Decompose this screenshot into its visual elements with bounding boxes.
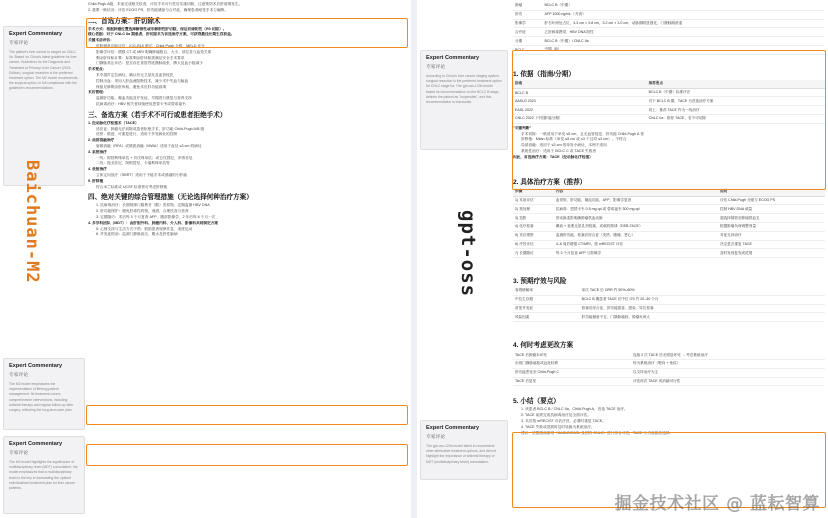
table-row (513, 115, 825, 124)
subheading-line: 手术要点： (88, 67, 107, 72)
table-cell-value: AFP 1000 ng/mL（升高） (542, 10, 825, 19)
table-cell: 每 3 个月复查 AFP 与影像学 (554, 249, 718, 258)
table-cell: 及时发现复发或进展 (718, 249, 825, 258)
table-cell: 2) 预处理 (513, 205, 554, 214)
table-cell: 控制 HBV DNA 载量 (718, 205, 825, 214)
text-line: 1. 抗病毒治疗：长期规律口服核苷（酸）类似物，定期监测 HBV DNA (96, 203, 210, 208)
table-row (513, 106, 825, 115)
subheading-line: 核心依据：对于 CNLC IIa 期患者，肝切除术为首选治疗方案，可获得最佳长期生存获益。 (88, 32, 235, 37)
text-line: 6. 并发症防治：监测门静脉高压、腹水及肝性脑病 (96, 232, 178, 237)
table-row (513, 240, 825, 249)
text-line: 一线：阿替利珠单抗 + 贝伐珠单抗；或仑伐替尼、多纳非尼 (96, 155, 193, 160)
section-4-title: 4. 何时考虑更改方案 (513, 342, 574, 350)
table-row (513, 313, 825, 322)
commentary-title: Expert Commentary (426, 55, 480, 61)
table-cell: 根据肿瘤负荷调整剂量 (718, 222, 825, 231)
table-cell: 连续 2 次 TACE 后无明显坏死 → 考虑系统治疗 (631, 351, 825, 359)
text-line: 立体定向放疗（SBRT）适用于不能手术或消融的小肝癌 (96, 172, 187, 177)
table-cell: CNLC IIa：推荐 TACE，若不可切除 (647, 115, 825, 124)
expert-commentary-box (420, 50, 508, 150)
expert-commentary-box (3, 436, 85, 514)
commentary-title: Expert Commentary (426, 425, 480, 431)
right-document-panel (417, 0, 828, 518)
table-cell: 超选择插管至肿瘤供血支 (718, 214, 825, 223)
subheading-line: 术后管理： (88, 90, 107, 95)
text-line: 2. 肝功能保护：避免肝毒性药物，戒酒，合理饮食与营养 (96, 209, 189, 214)
table-row (513, 222, 825, 231)
table-cell: TACE 后复发 (513, 377, 631, 386)
table-row (513, 205, 825, 214)
table-cell: 1) 术前评估 (513, 196, 554, 205)
guideline-table (513, 80, 825, 124)
table-cell: 同上：推荐 TACE 作为一线治疗 (647, 106, 825, 115)
table-cell: 碘油 + 表柔比星乳剂栓塞，或载药微球（DEB-TACE） (554, 222, 718, 231)
table-cell-key: BCLC (513, 45, 542, 54)
table-cell: 常见并发症 (513, 304, 580, 313)
table-row (513, 231, 825, 240)
outcome-table (513, 287, 825, 322)
text-line: Child-Pugh A级，术前完成相关检查，评估手术可行性后实施切除，注意预防术后肝衰竭发生。 (88, 2, 243, 6)
commentary-subtitle: 专家评论 (9, 41, 29, 46)
table-cell: BCLC B（中期）标准疗法 (647, 88, 825, 97)
text-line: 剩余肝体积计算：标准剩余肝体积需满足安全手术要求 (96, 55, 185, 60)
text-line: 术中超声定位病灶，确认有无卫星灶及血管侵犯 (96, 72, 174, 77)
table-cell: EASL 2022 (513, 106, 647, 115)
table-cell: 肝功能储备不足、门静脉癌栓、肿瘤负荷大 (580, 313, 825, 322)
table-row (513, 287, 825, 295)
commentary-subtitle: 专家评论 (9, 373, 29, 378)
treatment-plan-table (513, 188, 825, 258)
table-cell: 肝动脉造影明确肿瘤供血动脉 (554, 214, 718, 223)
table-cell: 客观缓解率 (513, 287, 580, 295)
text-line: 5. 心理支持与生活方式干预：鼓励患者规律作息、适度运动 (96, 226, 193, 231)
table-cell: CNLC 2022（中国肝癌分期） (513, 115, 647, 124)
section-1-title: 1. 依据（指南/分期） (513, 70, 575, 78)
section-heading: 三、备选方案（若手术不可行或患者拒绝手术） (88, 111, 227, 119)
table-cell: AASLD 2023 (513, 97, 647, 106)
summary-line: 2. TACE 前需完成抗病毒治疗及全面评估。 (521, 413, 591, 418)
table-cell: 中位生存期 (513, 295, 580, 304)
subheading-line: 手术方式：根据肿瘤位置选择解剖性或非解剖性肝切除，保证切缘阴性（R0 切除）。 (88, 26, 227, 31)
table-cell: 评估 Child-Pugh 分级与 ECOG PS (718, 196, 825, 205)
table-cell: 对于 BCLC B 期，TACE 为首选治疗方案 (647, 97, 825, 106)
table-cell: 风险因素 (513, 313, 580, 322)
table-cell: TACE 后肿瘤未坏死 (513, 351, 631, 359)
note-line: 肝移植：Milan 标准（单发 ≤5 cm 或 ≤3 个且均 ≤3 cm），不符合 (521, 137, 627, 142)
note-line: 因此，首选治疗方案：TACE（经动脉化疗栓塞） (513, 154, 593, 159)
subheading-line: 4. 多学科团队（MDT）：由肝胆外科、肿瘤内科、介入科、影像科共同制定方案 (88, 220, 219, 225)
text-line: 控制出血：采用入肝血流阻断技术，减少术中失血与输血 (96, 78, 189, 83)
summary-line: 3. 术后按 mRECIST 评估疗效，必要时重复 TACE。 (521, 418, 606, 423)
text-line: 二线：瑞戈非尼、阿帕替尼、卡瑞利珠单抗等 (96, 161, 170, 166)
table-cell: 决定是否重复 TACE (718, 240, 825, 249)
text-line: 3. 定期随访：术后每 3 个月复查 AFP、腹部影像学，2 年后每 6 个月一次 (96, 214, 216, 219)
table-cell: BCLC B (513, 88, 647, 97)
table-cell: 4–6 周后增强 CT/MRI，按 mRECIST 评估 (554, 240, 718, 249)
table-cell-value: 乙肝病毒携带，HBV DNA 阳性 (542, 28, 825, 37)
table-row (513, 196, 825, 205)
table-row (513, 88, 825, 97)
text-line: 优势：微创、可重复进行，适用于多发病灶的控制 (96, 132, 178, 137)
note-line: 系统性治疗：适用于 BCLC C 或 TACE 失败者 (521, 149, 597, 153)
table-row (513, 10, 825, 19)
patient-summary-table (513, 2, 825, 55)
text-line: 射频消融（RFA）或微波消融（MWA）适用于直径 ≤3 cm 的病灶 (96, 143, 202, 148)
commentary-subtitle: 专家评论 (426, 65, 446, 70)
table-row (513, 249, 825, 258)
table-cell: 肝功能恶化至 Child-Pugh C (513, 368, 631, 377)
section-heading: 四、绝对关键的综合管理措施（无论选择何种治疗方案） (88, 194, 253, 202)
commentary-title: Expert Commentary (9, 441, 63, 447)
commentary-text: The gpt-oss-120b model failed to recommend other alternative treatment options, and did not highlight the importance of antiviral therapy or MDT (multidisciplinary team) consultation. (426, 444, 497, 464)
table-row (513, 304, 825, 313)
summary-line: 4. TACE 失败或进展时及时转换为系统治疗。 (521, 424, 595, 429)
table-cell-value: BCLC B（中期）/ CNLC IIa (542, 37, 825, 46)
section-heading: 二、首选方案：肝切除术 (88, 17, 161, 25)
source-watermark: 掘金技术社区 @ 蓝耘智算 (614, 494, 820, 514)
model-label-baichuan: Baichuan-M2 (22, 160, 42, 284)
subheading-line: 关键术前评估： (88, 38, 114, 43)
expert-commentary-box (420, 420, 508, 480)
text-line: 适应证：肿瘤无法切除或患者拒绝手术，肝功能 Child-Pugh A/B 级 (96, 126, 205, 131)
table-cell: 3) 造影 (513, 214, 554, 223)
table-cell: 单次 TACE 后 ORR 约 50%–60% (580, 287, 825, 295)
table-row (513, 45, 825, 54)
commentary-title: Expert Commentary (9, 363, 63, 369)
table-header: 内容 (554, 188, 718, 197)
commentary-text: The M2 model highlights the significance of multidisciplinary team (MDT) consultation: the model emphasizes that a multidisciplinary team is the key to formulating the optimal individualized treatment plan for liver cancer patients. (9, 460, 78, 491)
table-cell: 5) 术后观察 (513, 231, 554, 240)
table-cell-value: BCLC B（中期） (542, 2, 825, 10)
table-cell-key: 肿瘤 (513, 2, 542, 10)
table-row (513, 97, 825, 106)
commentary-title: Expert Commentary (9, 31, 63, 37)
table-cell-value: 肝右叶两处占位，4.3 cm × 3.8 cm，3.2 cm × 3.0 cm；动脉期明显强化，门静脉期消退 (542, 19, 825, 28)
table-cell-value: 中期（B） (542, 45, 825, 54)
left-document-body (88, 2, 406, 516)
change-plan-table (513, 351, 825, 386)
section-5-title: 5. 小结（要点） (513, 398, 560, 406)
text-line: 抗病毒治疗：HBV 相关者持续使用恩替卡韦或替诺福韦 (96, 101, 186, 106)
table-row (513, 19, 825, 28)
text-line: 影像学评估：增强 CT 或 MRI 明确肿瘤数目、大小、部位及与血管关系 (96, 49, 212, 54)
table-header: 说明 (718, 188, 825, 197)
table-header: 推荐要点 (647, 80, 825, 89)
expert-commentary-box (3, 26, 85, 186)
table-cell: 4) 化疗栓塞 (513, 222, 554, 231)
commentary-text: The M2 model emphasizes the implementation of lifelong patient management. Its treatment covers comprehensive interventions, including antiviral therapy and regular follow-up after surgery, reflecting the long-term care plan. (9, 382, 74, 413)
table-row (513, 351, 825, 359)
table-row (513, 214, 825, 223)
subheading-line: 3. 系统治疗 (88, 149, 107, 154)
table-cell: 栓塞后综合征、肝功能损害、感染、异位栓塞 (580, 304, 825, 313)
right-document-body (513, 2, 825, 516)
table-row (513, 377, 825, 386)
left-document-panel (0, 0, 411, 518)
note-line: "关键判断" (513, 125, 532, 130)
table-cell-key: 肝功 (513, 10, 542, 19)
note-line: 手术切除：一般适用于单发 ≤5 cm、且无血管侵犯、肝功能 Child-Pugh A 者 (521, 131, 644, 136)
commentary-text: The patient's liver cancer is staged as CNLC IIa. Based on China's latest guideline for liver cancer, Guidelines for the Diagnosis and Treatment of Primary Liver Cancer (2024 Edition), surgical resection is the preferred treatment option. The M2 model recommends the surgical option, in full compliance with the guideline's recommendations. (9, 50, 78, 91)
model-label-gpt-oss: gpt-oss (457, 210, 479, 298)
summary-line: 1. 该患者 BCLC B / CNLC IIa，Child-Pugh A，首选 TACE 治疗。 (521, 407, 628, 412)
text-line: 肝脏储备功能评估：ICG-R15 测定、Child-Pugh 分级、MELD 评分 (96, 43, 205, 48)
table-row (513, 368, 825, 377)
table-cell-key: 分期 (513, 37, 542, 46)
commentary-subtitle: 专家评论 (9, 451, 29, 456)
text-line: 门静脉高压评估：是否存在食管胃底静脉曲张、脾大及血小板减少 (96, 61, 203, 66)
commentary-text: According to China's liver cancer staging system, surgical resection is the preferred treatment option for CNLC stage IIa. The gpt-oss-120b model based its recommendation on the BCLC B stage, defines the patient as "inoperable", and this recommendation is inaccurate. (426, 74, 502, 105)
section-3-title: 3. 预期疗效与风险 (513, 278, 567, 286)
table-cell: 以支持治疗为主 (631, 368, 825, 377)
table-cell: BCLC B 期患者 TACE 后中位 OS 约 20–30 个月 (580, 295, 825, 304)
subheading-line: 1. 经动脉化疗栓塞术（TACE） (88, 120, 139, 125)
table-cell: 抗病毒：恩替卡韦 0.5 mg qd 或 替诺福韦 300 mg qd (554, 205, 718, 214)
text-line: 保留足够剩余肝体积，避免术后肝功能衰竭 (96, 84, 167, 89)
table-row (513, 359, 825, 368)
expert-commentary-box (3, 358, 85, 430)
table-cell-key: 影像学 (513, 19, 542, 28)
note-line: 局部消融：适用于 ≤3 cm 的单发小病灶，本例不适用 (521, 143, 607, 148)
table-cell: 评估再次 TACE 或消融可行性 (631, 377, 825, 386)
text-line: 监测肝功能、凝血功能及并发症，早期进行康复与营养支持 (96, 96, 192, 101)
table-cell: 转为系统治疗（靶向 + 免疫） (631, 359, 825, 368)
commentary-subtitle: 专家评论 (426, 435, 446, 440)
subheading-line: 2. 局部消融治疗 (88, 138, 115, 143)
table-header: 指南 (513, 80, 647, 89)
table-cell: 监测肝功能、栓塞后综合征（发热、腹痛、恶心） (554, 231, 718, 240)
table-cell: 6) 疗效评估 (513, 240, 554, 249)
text-line: 符合米兰标准或 UCSF 标准者可考虑肝移植 (96, 184, 168, 189)
subheading-line: 5. 肝移植 (88, 178, 104, 183)
table-cell: 血常规、肝功能、凝血功能、AFP、影像学复查 (554, 196, 718, 205)
table-row (513, 295, 825, 304)
summary-line: 建议：依据指南原则（AASLD/EASL 及国内 CNLC）进行综合评估，TACE 为当前最佳选择。 (521, 430, 674, 435)
table-cell: 7) 长期随访 (513, 249, 554, 258)
table-cell: 出现门静脉癌栓或远处转移 (513, 359, 631, 368)
text-line: 2. 重要一般状况：评估 ECOG PS、肝功能储备与合并症，确保患者耐受手术与麻醉。 (88, 7, 228, 12)
table-row (513, 2, 825, 10)
table-row (513, 37, 825, 46)
table-header: 步骤 (513, 188, 554, 197)
section-2-title: 2. 具体治疗方案（推荐） (513, 178, 587, 186)
table-cell-key: 合并症 (513, 28, 542, 37)
subheading-line: 4. 放射治疗 (88, 167, 107, 172)
table-cell: 对症支持治疗 (718, 231, 825, 240)
table-row (513, 28, 825, 37)
